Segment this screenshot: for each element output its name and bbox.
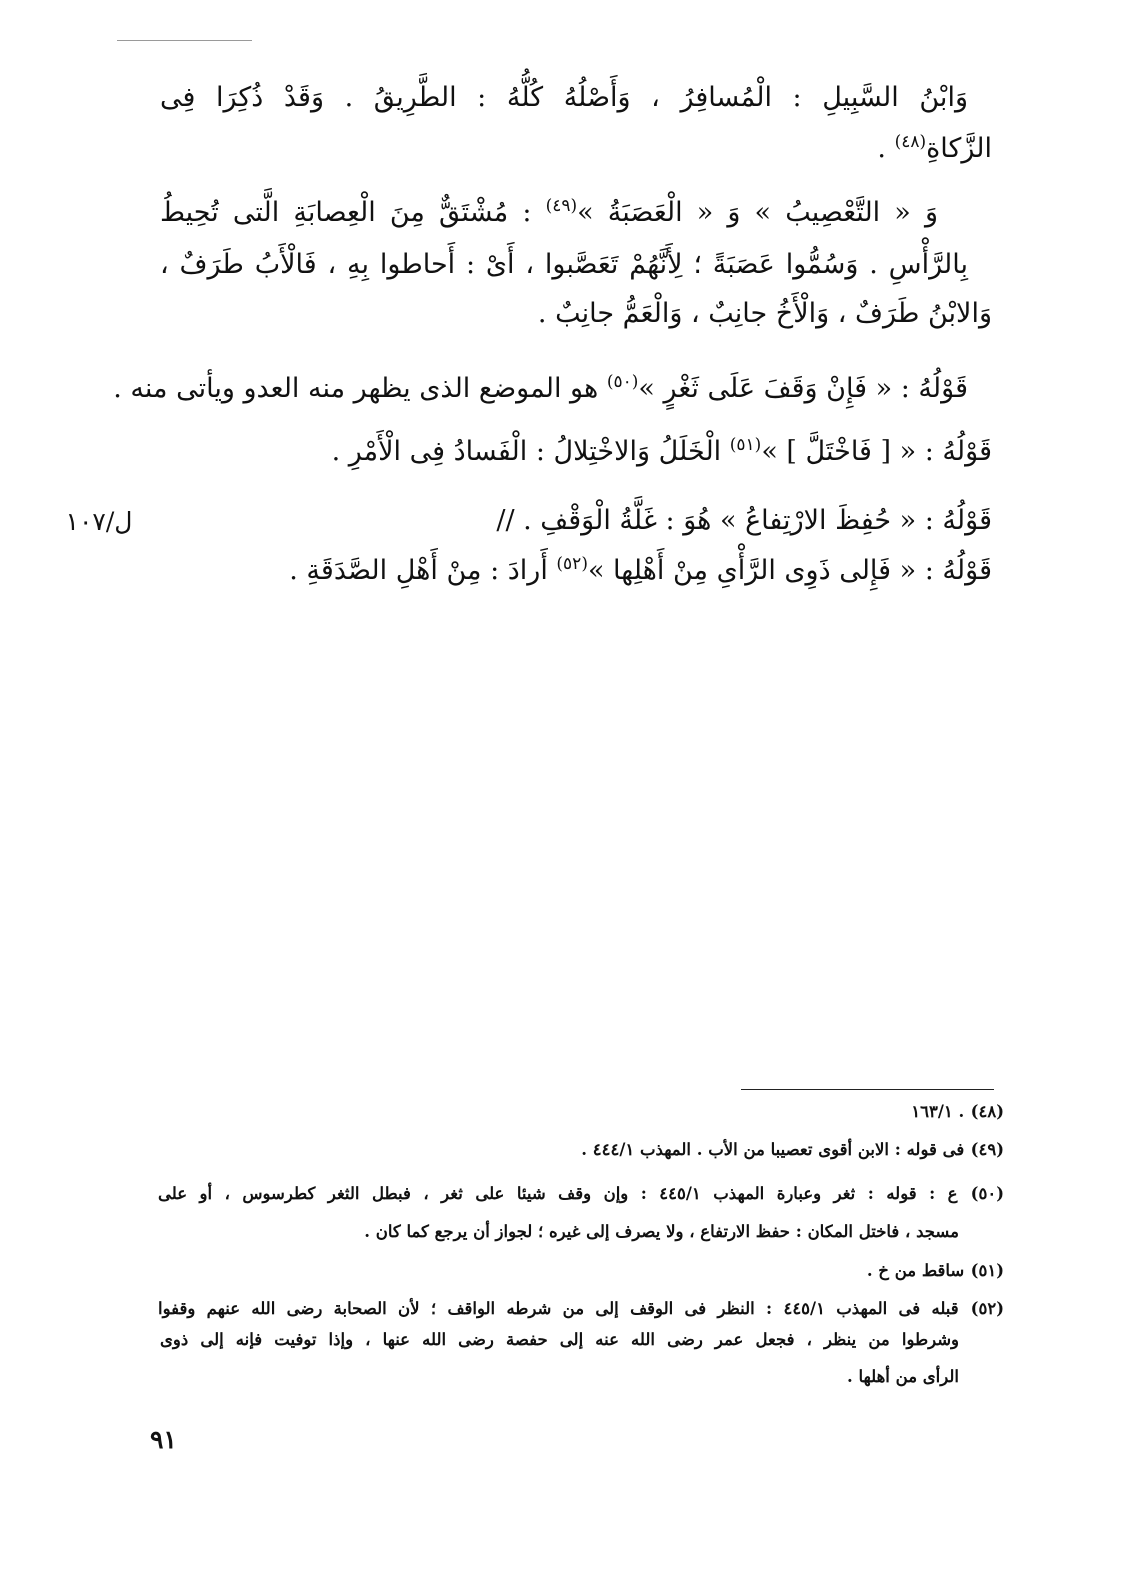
text-run: قَوْلُهُ : « فَإِنْ وَقَفَ عَلَى ثَغْرٍ » — [638, 373, 968, 404]
main-line-1: وَابْنُ السَّبِيلِ : الْمُسافِرُ ، وَأَصْلُهُ كُلُّهُ : الطَّرِيقُ . وَقَدْ ذُكِرَا فِى — [160, 82, 968, 113]
text-run: أَرادَ : مِنْ أَهْلِ الصَّدَقَةِ . — [289, 555, 557, 586]
text-run: : مُشْتَقٌّ مِنَ الْعِصابَةِ الَّتى تُحِيطُ — [160, 197, 546, 228]
text-run: قَوْلُهُ : « [ فَاخْتَلَّ ] » — [761, 436, 992, 467]
footnote-ref-48: (٤٨) — [894, 132, 927, 152]
main-line-4: بِالرَّأْسِ . وَسُمُّوا عَصَبَةً ؛ لِأَنَّهُمْ تَعَصَّبوا ، أَىْ : أَحاطوا بِهِ ، فَالْأَبُ طَرَفٌ ، — [160, 249, 968, 280]
footnote-ref-49: (٤٩) — [545, 196, 578, 216]
main-line-7 — [332, 434, 992, 470]
footnote-49 — [581, 1135, 1004, 1164]
footnote-50 — [158, 1179, 1004, 1208]
main-line-3 — [160, 195, 938, 231]
footnote-text: قبله فى المهذب ٤٤٥/١ : النظر فى الوقف إلى من شرطه الواقف ؛ لأن الصحابة رضى الله عنهم وقفوا — [158, 1299, 959, 1318]
text-run: وَ « التَّعْصِيبُ » وَ « الْعَصَبَةُ » — [577, 197, 938, 228]
manuscript-folio-marker: ل/١٠٧ — [65, 507, 133, 536]
footnote-text: . ١٦٣/١ — [911, 1102, 965, 1121]
footnote-number: (٥٢) — [970, 1299, 1004, 1318]
footnote-52 — [158, 1294, 1004, 1323]
footnote-51 — [867, 1256, 1004, 1285]
text-run: الْخَلَلُ وَالاخْتِلالُ : الْفَسادُ فِى الْأَمْرِ . — [331, 436, 730, 467]
footnote-number: (٥٠) — [970, 1184, 1004, 1203]
footnote-50-continuation: مسجد ، فاختل المكان : حفظ الارتفاع ، ولا يصرف إلى غيره ؛ لجواز أن يرجع كما كان . — [364, 1222, 959, 1241]
footnote-52-continuation-2: الرأى من أهلها . — [847, 1367, 959, 1386]
footnote-text: ع : قوله : ثغر وعبارة المهذب ٤٤٥/١ : وإن وقف شيئا على ثغر ، فبطل الثغر كطرسوس ، أو على — [158, 1184, 958, 1203]
main-line-5: وَالابْنُ طَرَفٌ ، وَالْأَخُ جانِبٌ ، وَالْعَمُّ جانِبٌ . — [537, 298, 992, 329]
text-run: الزَّكاةِ — [926, 133, 992, 164]
main-line-8: قَوْلُهُ : « حُفِظَ الارْتِفاعُ » هُوَ : غَلَّةُ الْوَقْفِ . // — [496, 505, 992, 536]
page-number: ٩١ — [150, 1425, 177, 1454]
text-run: هو الموضع الذى يظهر منه العدو ويأتى منه . — [113, 373, 607, 404]
footnote-text: فى قوله : الابن أقوى تعصيبا من الأب . المهذب ٤٤٤/١ . — [581, 1140, 965, 1159]
main-line-2 — [877, 131, 992, 167]
footnote-48 — [911, 1097, 1004, 1126]
footnote-ref-50: (٥٠) — [606, 372, 639, 392]
footnote-number: (٤٩) — [970, 1140, 1004, 1159]
main-line-6 — [113, 371, 968, 407]
text-run: . — [877, 133, 895, 164]
footnote-text: ساقط من خ . — [866, 1261, 965, 1280]
footnote-52-continuation-1: وشرطوا من ينظر ، فجعل عمر رضى الله عنه إلى حفصة رضى الله عنها ، وإذا توفيت فإنه إلى ذوى — [160, 1330, 959, 1349]
footnote-ref-51: (٥١) — [729, 435, 762, 455]
header-rule — [117, 40, 252, 41]
footnote-rule — [741, 1089, 994, 1090]
main-line-9 — [289, 553, 992, 589]
text-run: قَوْلُهُ : « فَإِلى ذَوِى الرَّأْىِ مِنْ أَهْلِها » — [587, 555, 992, 586]
footnote-ref-52: (٥٢) — [556, 554, 588, 574]
footnote-number: (٤٨) — [970, 1102, 1004, 1121]
footnote-number: (٥١) — [970, 1261, 1004, 1280]
